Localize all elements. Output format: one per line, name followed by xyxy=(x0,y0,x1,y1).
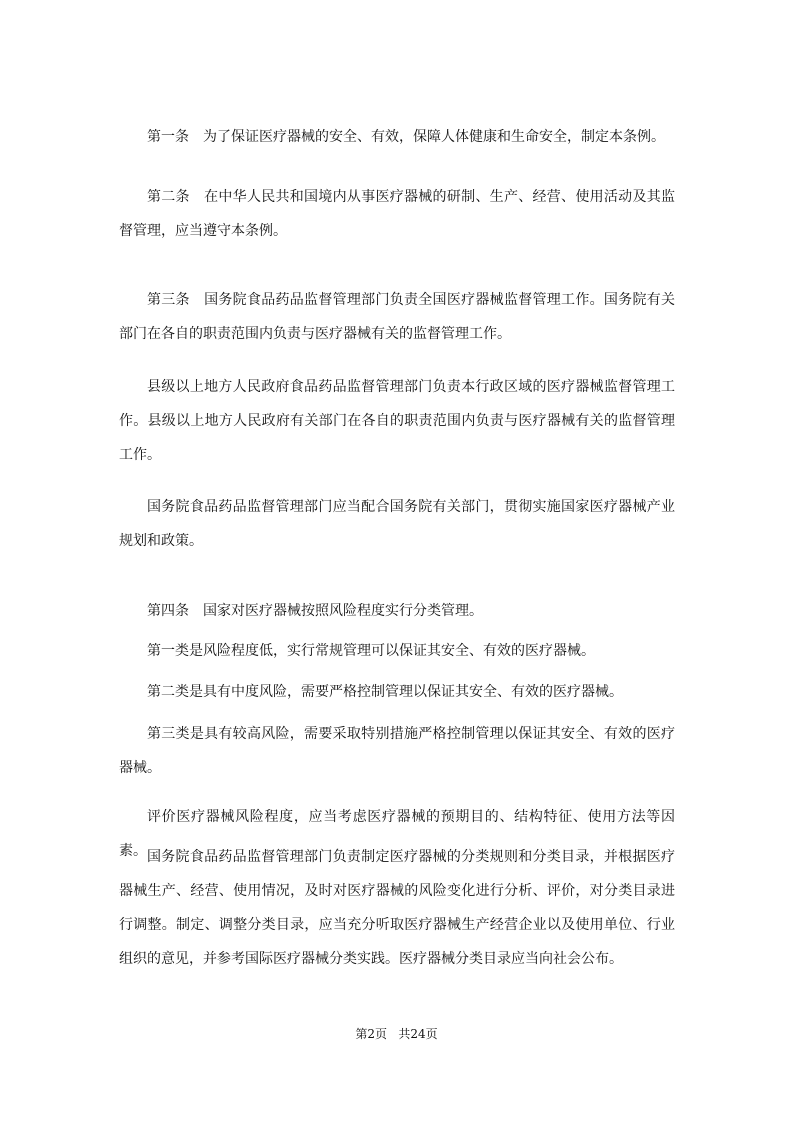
class-three-paragraph: 第三类是具有较高风险，需要采取特别措施严格控制管理以保证其安全、有效的医疗器械。 xyxy=(119,726,675,776)
class-one-paragraph: 第一类是风险程度低，实行常规管理可以保证其安全、有效的医疗器械。 xyxy=(147,643,595,659)
classification-rules-paragraph: 国务院食品药品监督管理部门负责制定医疗器械的分类规则和分类目录，并根据医疗器械生产、经营、使用情况，及时对医疗器械的风险变化进行分析、评价，对分类目录进行调整。制定、调整分类目录，应当充分听取医疗器械生产经营企业以及使用单位、行业组织的意见，并参考国际医疗器械分类实践。医疗器械分类目录应当向社会公布。 xyxy=(119,849,675,967)
risk-evaluation-paragraph: 评价医疗器械风险程度，应当考虑医疗器械的预期目的、结构特征、使用方法等因素。 xyxy=(119,809,675,859)
article-3-paragraph: 第三条 国务院食品药品监督管理部门负责全国医疗器械监督管理工作。国务院有关部门在各自的职责范围内负责与医疗器械有关的监督管理工作。 xyxy=(119,292,675,342)
article-2-paragraph: 第二条 在中华人民共和国境内从事医疗器械的研制、生产、经营、使用活动及其监督管理，应当遵守本条例。 xyxy=(119,189,675,239)
page-total: 共24页 xyxy=(398,1027,438,1041)
article-4-paragraph: 第四条 国家对医疗器械按照风险程度实行分类管理。 xyxy=(147,603,483,619)
class-two-paragraph: 第二类是具有中度风险，需要严格控制管理以保证其安全、有效的医疗器械。 xyxy=(147,684,623,700)
article-3-local-paragraph: 县级以上地方人民政府食品药品监督管理部门负责本行政区域的医疗器械监督管理工作。县级以上地方人民政府有关部门在各自的职责范围内负责与医疗器械有关的监督管理工作。 xyxy=(119,379,675,463)
page-footer xyxy=(0,1024,793,1044)
article-3-coordination-paragraph: 国务院食品药品监督管理部门应当配合国务院有关部门，贯彻实施国家医疗器械产业规划和政策。 xyxy=(119,499,675,549)
page-number: 第2页 xyxy=(355,1027,387,1041)
article-1-paragraph: 第一条 为了保证医疗器械的安全、有效，保障人体健康和生命安全，制定本条例。 xyxy=(147,129,665,145)
